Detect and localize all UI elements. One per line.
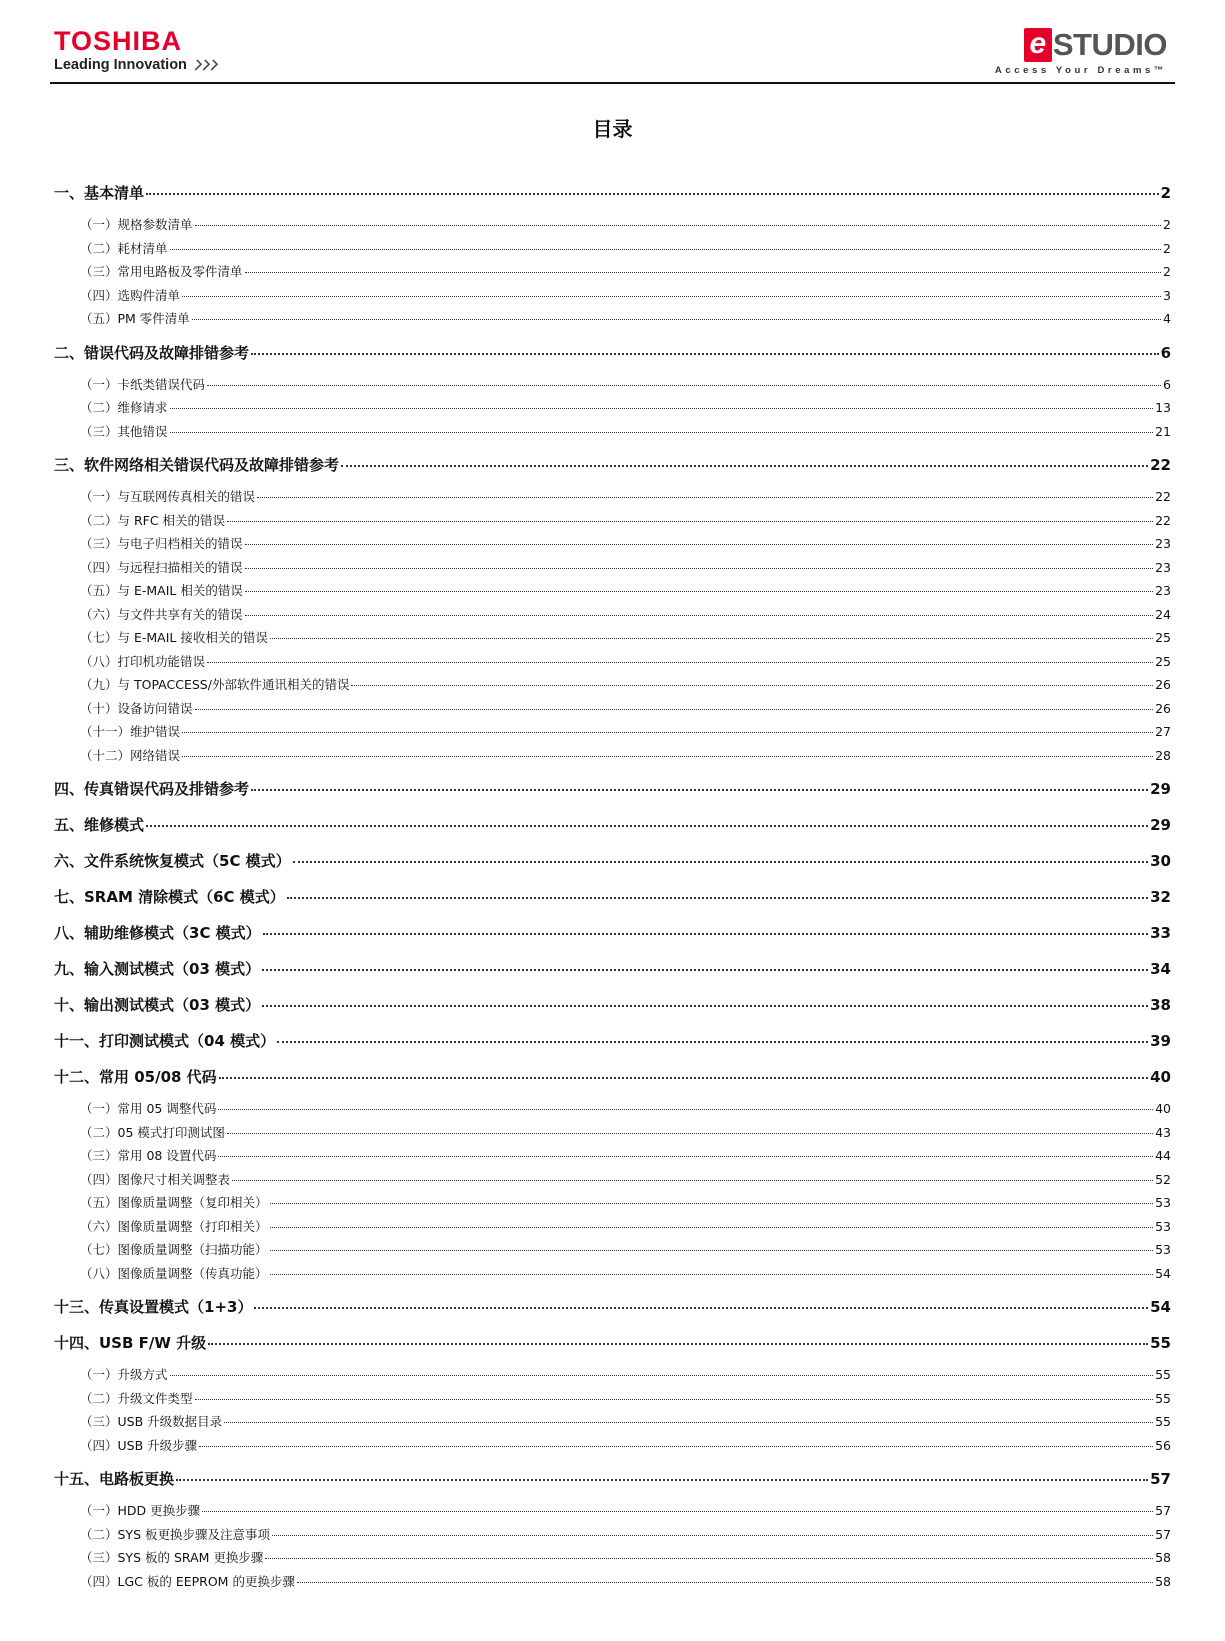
toc-entry-label: 十一、打印测试模式（04 模式） — [54, 1032, 276, 1050]
toc-subsection-entry[interactable] — [54, 1363, 1171, 1387]
toc-entry-page-number: 55 — [1155, 1390, 1171, 1406]
toc-entry-page-number: 2 — [1163, 264, 1171, 279]
toc-entry-label: 十五、电路板更换 — [54, 1470, 175, 1488]
dot-leader — [192, 319, 1161, 320]
toc-section-entry[interactable] — [54, 879, 1171, 915]
estudio-wordmark — [995, 22, 1167, 62]
dot-leader — [170, 1375, 1154, 1376]
toc-entry-label: （一）规格参数清单 — [80, 217, 193, 232]
toc-entry-label: 十四、USB F/W 升级 — [54, 1334, 207, 1352]
toc-entry-label: （七）图像质量调整（扫描功能） — [80, 1242, 268, 1257]
toc-entry-page-number: 43 — [1155, 1124, 1171, 1140]
toc-entry-page-number: 24 — [1155, 606, 1171, 622]
toc-entry-label: （五）PM 零件清单 — [80, 311, 190, 326]
dot-leader — [251, 353, 1159, 355]
toc-subsection-entry[interactable] — [54, 626, 1171, 650]
toc-entry-label: 一、基本清单 — [54, 184, 145, 202]
toc-entry-label: （十）设备访问错误 — [80, 700, 193, 716]
toc-subsection-entry[interactable] — [54, 579, 1171, 603]
toc-entry-label: （二）与 RFC 相关的错误 — [80, 512, 226, 528]
toc-entry-page-number: 29 — [1150, 780, 1171, 798]
dot-leader — [270, 638, 1153, 639]
toc-entry-label: 三、软件网络相关错误代码及故障排错参考 — [54, 456, 340, 474]
toc-entry-page-number: 55 — [1150, 1334, 1171, 1352]
toc-entry-label: （四）选购件清单 — [80, 287, 181, 303]
toc-subsection-entry[interactable] — [54, 1570, 1171, 1594]
toc-entry-page-number: 40 — [1150, 1068, 1171, 1086]
dot-leader — [297, 1582, 1153, 1583]
toc-entry-page-number: 29 — [1150, 816, 1171, 834]
toc-title: 目录 — [592, 117, 633, 141]
toc-section-entry[interactable] — [54, 987, 1171, 1023]
dot-leader — [270, 1227, 1154, 1228]
toc-entry-page-number: 26 — [1155, 700, 1171, 716]
toc-entry-label: （六）图像质量调整（打印相关） — [80, 1218, 268, 1234]
toc-subsection-entry[interactable] — [54, 373, 1171, 397]
toc-entry-label: （三）其他错误 — [80, 423, 168, 439]
dot-leader — [208, 1343, 1148, 1345]
toc-entry-label: （三）USB 升级数据目录 — [80, 1414, 223, 1429]
toc-entry-label: （四）与远程扫描相关的错误 — [80, 559, 243, 575]
toc-subsection-entry[interactable] — [54, 1215, 1171, 1239]
toc-section-entry[interactable] — [54, 447, 1171, 483]
toc-subsection-entry[interactable] — [54, 213, 1171, 237]
toc-entry-label: （十二）网络错误 — [80, 747, 181, 763]
toc-entry-page-number: 38 — [1150, 996, 1171, 1014]
toc-entry-label: （三）与电子归档相关的错误 — [80, 536, 243, 551]
toc-section-entry[interactable] — [54, 1289, 1171, 1325]
dot-leader — [245, 615, 1154, 616]
header-divider — [50, 82, 1175, 84]
toc-section-entry[interactable] — [54, 771, 1171, 807]
brand-tagline-row — [54, 57, 217, 73]
toshiba-logo — [54, 26, 217, 73]
toc-entry-page-number: 54 — [1155, 1265, 1171, 1281]
dot-leader — [218, 1156, 1153, 1157]
toc-entry-page-number: 6 — [1163, 376, 1171, 392]
toc-subsection-entry[interactable] — [54, 1546, 1171, 1570]
toc-entry-page-number: 22 — [1155, 489, 1171, 504]
toc-entry-page-number: 27 — [1155, 724, 1171, 739]
dot-leader — [245, 272, 1162, 273]
dot-leader — [207, 385, 1161, 386]
toc-subsection-entry[interactable] — [54, 650, 1171, 674]
toc-section-entry[interactable] — [54, 1059, 1171, 1095]
toc-entry-label: （二）05 模式打印测试图 — [80, 1124, 225, 1140]
toc-subsection-entry[interactable] — [54, 673, 1171, 697]
toc-subsection-entry[interactable] — [54, 509, 1171, 533]
toc-entry-label: （五）与 E-MAIL 相关的错误 — [80, 583, 243, 598]
toc-subsection-entry[interactable] — [54, 1387, 1171, 1411]
toc-entry-page-number: 33 — [1150, 924, 1171, 942]
toc-entry-label: （一）升级方式 — [80, 1367, 168, 1382]
toc-entry-page-number: 26 — [1155, 677, 1171, 692]
estudio-tagline: Access Your Dreams™ — [994, 65, 1167, 76]
toc-entry-page-number: 25 — [1155, 653, 1171, 669]
dot-leader — [262, 1005, 1148, 1007]
toc-subsection-entry[interactable] — [54, 556, 1171, 580]
toc-entry-page-number: 55 — [1155, 1414, 1171, 1429]
dot-leader — [195, 709, 1154, 710]
dot-leader — [182, 756, 1153, 757]
table-of-contents — [54, 175, 1171, 1597]
toc-entry-label: （四）USB 升级步骤 — [80, 1437, 198, 1453]
toc-entry-label: （八）打印机功能错误 — [80, 653, 206, 669]
toc-entry-page-number: 3 — [1163, 287, 1171, 303]
dot-leader — [293, 861, 1148, 863]
toc-entry-page-number: 22 — [1155, 512, 1171, 528]
toc-entry-page-number: 57 — [1155, 1503, 1171, 1518]
toc-entry-label: 四、传真错误代码及排错参考 — [54, 780, 250, 798]
dot-leader — [199, 1446, 1153, 1447]
toc-entry-page-number: 54 — [1150, 1298, 1171, 1316]
page-header — [50, 22, 1175, 84]
toc-entry-label: 五、维修模式 — [54, 816, 145, 834]
toc-subsection-entry[interactable] — [54, 1410, 1171, 1434]
dot-leader — [265, 1558, 1153, 1559]
toc-entry-label: （二）SYS 板更换步骤及注意事项 — [80, 1526, 270, 1542]
dot-leader — [270, 1203, 1154, 1204]
toc-subsection-entry[interactable] — [54, 720, 1171, 744]
dot-leader — [224, 1422, 1153, 1423]
toc-subsection-entry[interactable] — [54, 532, 1171, 556]
dot-leader — [263, 933, 1148, 935]
toc-entry-page-number: 53 — [1155, 1242, 1171, 1257]
toc-subsection-entry[interactable] — [54, 1434, 1171, 1458]
dot-leader — [351, 685, 1153, 686]
toc-entry-label: （八）图像质量调整（传真功能） — [80, 1265, 268, 1281]
dot-leader — [251, 789, 1148, 791]
toc-subsection-entry[interactable] — [54, 1499, 1171, 1523]
dot-leader — [170, 408, 1154, 409]
toc-subsection-entry[interactable] — [54, 284, 1171, 308]
toc-section-entry[interactable] — [54, 807, 1171, 843]
dot-leader — [146, 825, 1148, 827]
toc-entry-label: 二、错误代码及故障排错参考 — [54, 343, 250, 362]
toc-section-entry[interactable] — [54, 843, 1171, 879]
dot-leader — [207, 662, 1153, 663]
toc-entry-page-number: 22 — [1150, 456, 1171, 474]
dot-leader — [218, 1109, 1153, 1110]
toc-entry-label: （七）与 E-MAIL 接收相关的错误 — [80, 630, 268, 645]
toc-entry-label: （三）SYS 板的 SRAM 更换步骤 — [80, 1550, 264, 1565]
toc-entry-page-number: 58 — [1155, 1550, 1171, 1565]
dot-leader — [146, 193, 1159, 195]
estudio-name: STUDIO — [1052, 27, 1167, 62]
toc-entry-page-number: 58 — [1155, 1573, 1171, 1589]
toc-entry-label: （一）卡纸类错误代码 — [80, 376, 206, 392]
toc-entry-label: （九）与 TOPACCESS/外部软件通讯相关的错误 — [80, 677, 350, 692]
toc-entry-page-number: 23 — [1155, 559, 1171, 575]
dot-leader — [232, 1180, 1153, 1181]
toc-entry-label: （三）常用电路板及零件清单 — [80, 264, 243, 279]
dot-leader — [245, 591, 1153, 592]
toc-entry-page-number: 53 — [1155, 1195, 1171, 1210]
toc-entry-page-number: 53 — [1155, 1218, 1171, 1234]
toc-entry-page-number: 23 — [1155, 583, 1171, 598]
toc-subsection-entry[interactable] — [54, 1097, 1171, 1121]
toc-entry-page-number: 28 — [1155, 747, 1171, 763]
dot-leader — [277, 1041, 1148, 1043]
toc-entry-label: （二）升级文件类型 — [80, 1390, 193, 1406]
toc-subsection-entry[interactable] — [54, 603, 1171, 627]
toc-subsection-entry[interactable] — [54, 260, 1171, 284]
dot-leader — [272, 1535, 1153, 1536]
toc-entry-label: （一）常用 05 调整代码 — [80, 1101, 217, 1116]
toc-entry-page-number: 57 — [1155, 1526, 1171, 1542]
dot-leader — [245, 544, 1154, 545]
chevrons-icon — [193, 59, 217, 71]
toc-subsection-entry[interactable] — [54, 697, 1171, 721]
toc-entry-label: 七、SRAM 清除模式（6C 模式） — [54, 888, 285, 906]
toc-entry-page-number: 52 — [1155, 1171, 1171, 1187]
dot-leader — [195, 1399, 1154, 1400]
toc-entry-page-number: 30 — [1150, 852, 1171, 870]
toc-subsection-entry[interactable] — [54, 237, 1171, 261]
toc-section-entry[interactable] — [54, 1325, 1171, 1361]
toc-subsection-entry[interactable] — [54, 1238, 1171, 1262]
toc-entry-page-number: 25 — [1155, 630, 1171, 645]
toc-section-entry[interactable] — [54, 1461, 1171, 1497]
toc-entry-page-number: 4 — [1163, 311, 1171, 326]
toc-entry-label: （四）LGC 板的 EEPROM 的更换步骤 — [80, 1573, 295, 1589]
toc-entry-label: （二）耗材清单 — [80, 240, 168, 256]
toc-entry-page-number: 34 — [1150, 960, 1171, 978]
toc-entry-page-number: 2 — [1160, 184, 1171, 202]
toc-entry-page-number: 55 — [1155, 1367, 1171, 1382]
toc-subsection-entry[interactable] — [54, 307, 1171, 331]
toc-subsection-entry[interactable] — [54, 1168, 1171, 1192]
dot-leader — [195, 225, 1162, 226]
toc-subsection-entry[interactable] — [54, 1523, 1171, 1547]
toc-entry-page-number: 57 — [1150, 1470, 1171, 1488]
toc-subsection-entry[interactable] — [54, 485, 1171, 509]
toc-entry-page-number: 39 — [1150, 1032, 1171, 1050]
toc-entry-label: （五）图像质量调整（复印相关） — [80, 1195, 268, 1210]
dot-leader — [341, 465, 1148, 467]
toc-entry-page-number: 56 — [1155, 1437, 1171, 1453]
toc-section-entry[interactable] — [54, 175, 1171, 211]
toc-entry-page-number: 2 — [1163, 217, 1171, 232]
dot-leader — [227, 521, 1153, 522]
dot-leader — [262, 969, 1148, 971]
toc-entry-label: 十三、传真设置模式（1+3） — [54, 1298, 253, 1316]
toc-entry-label: （一）与互联网传真相关的错误 — [80, 489, 256, 504]
toc-entry-label: （十一）维护错误 — [80, 724, 181, 739]
toc-entry-label: （四）图像尺寸相关调整表 — [80, 1171, 231, 1187]
toc-subsection-entry[interactable] — [54, 1144, 1171, 1168]
toc-subsection-entry[interactable] — [54, 744, 1171, 768]
toc-entry-page-number: 40 — [1155, 1101, 1171, 1116]
toc-entry-label: 八、辅助维修模式（3C 模式） — [54, 924, 261, 942]
toc-subsection-entry[interactable] — [54, 1121, 1171, 1145]
toc-entry-label: 十二、常用 05/08 代码 — [54, 1068, 217, 1086]
toc-entry-page-number: 13 — [1155, 400, 1171, 415]
dot-leader — [245, 568, 1154, 569]
toc-entry-page-number: 2 — [1163, 240, 1171, 256]
toc-section-entry[interactable] — [54, 335, 1171, 371]
toc-entry-page-number: 6 — [1160, 343, 1171, 362]
dot-leader — [176, 1479, 1148, 1481]
dot-leader — [182, 296, 1161, 297]
toc-entry-page-number: 21 — [1155, 423, 1171, 439]
dot-leader — [182, 732, 1153, 733]
dot-leader — [202, 1511, 1153, 1512]
toc-subsection-entry[interactable] — [54, 420, 1171, 444]
toc-section-entry[interactable] — [54, 951, 1171, 987]
toc-entry-label: （二）维修请求 — [80, 400, 168, 415]
toc-section-entry[interactable] — [54, 1023, 1171, 1059]
toc-entry-page-number: 32 — [1150, 888, 1171, 906]
dot-leader — [170, 432, 1154, 433]
toc-subsection-entry[interactable] — [54, 1262, 1171, 1286]
toc-entry-label: 六、文件系统恢复模式（5C 模式） — [54, 852, 291, 870]
dot-leader — [227, 1133, 1153, 1134]
toc-subsection-entry[interactable] — [54, 396, 1171, 420]
estudio-e-mark: e — [1024, 28, 1052, 62]
toc-subsection-entry[interactable] — [54, 1191, 1171, 1215]
dot-leader — [270, 1274, 1154, 1275]
toc-entry-label: （三）常用 08 设置代码 — [80, 1148, 217, 1163]
dot-leader — [270, 1250, 1154, 1251]
toc-entry-label: 九、输入测试模式（03 模式） — [54, 960, 261, 978]
toc-entry-label: （六）与文件共享有关的错误 — [80, 606, 243, 622]
estudio-logo — [995, 22, 1167, 76]
toc-section-entry[interactable] — [54, 915, 1171, 951]
toc-entry-page-number: 44 — [1155, 1148, 1171, 1163]
dot-leader — [170, 249, 1162, 250]
dot-leader — [219, 1077, 1148, 1079]
dot-leader — [287, 897, 1148, 899]
toc-entry-label: 十、输出测试模式（03 模式） — [54, 996, 261, 1014]
brand-name: TOSHIBA — [54, 26, 183, 56]
dot-leader — [257, 497, 1153, 498]
brand-tagline: Leading Innovation — [54, 57, 187, 73]
toc-entry-page-number: 23 — [1155, 536, 1171, 551]
dot-leader — [254, 1307, 1148, 1309]
toc-entry-label: （一）HDD 更换步骤 — [80, 1503, 201, 1518]
